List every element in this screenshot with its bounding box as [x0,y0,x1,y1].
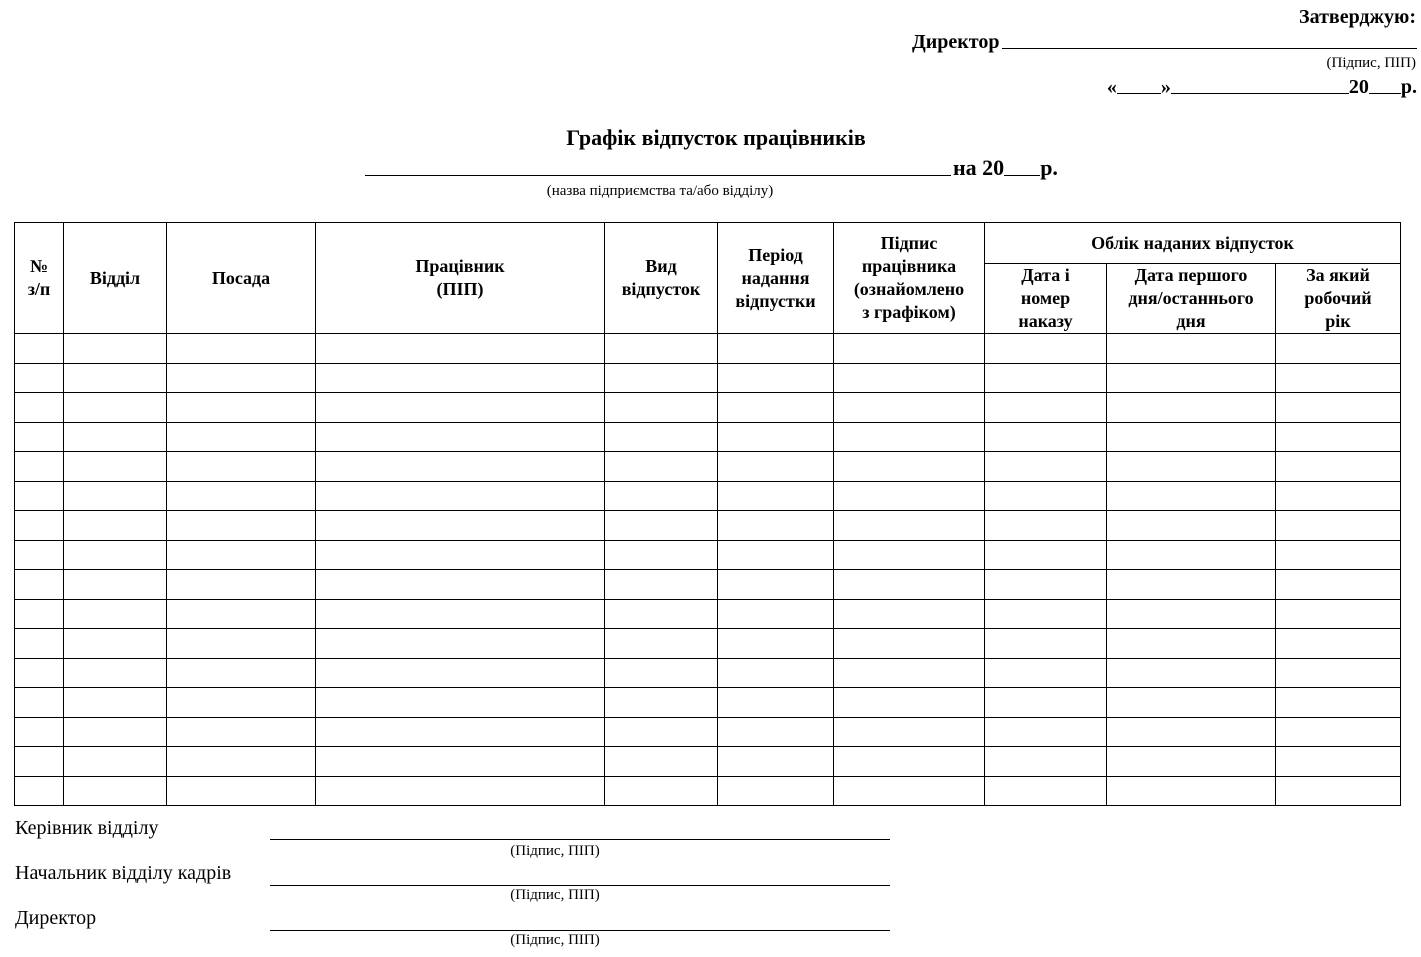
table-cell[interactable] [64,393,167,423]
table-cell[interactable] [167,717,316,747]
table-cell[interactable] [605,481,718,511]
table-cell[interactable] [834,658,985,688]
table-cell[interactable] [718,658,834,688]
signature-label-department-head: Керівник відділу [15,817,159,839]
table-cell[interactable] [15,599,64,629]
table-cell[interactable] [605,747,718,777]
vacation-schedule-table [14,222,1401,806]
table-cell[interactable] [834,511,985,541]
table-cell[interactable] [718,570,834,600]
table-cell[interactable] [15,540,64,570]
table-row [15,540,1401,570]
table-cell[interactable] [64,658,167,688]
table-cell[interactable] [1276,717,1401,747]
table-cell[interactable] [985,747,1107,777]
table-cell[interactable] [834,688,985,718]
table-cell[interactable] [64,452,167,482]
table-row [15,452,1401,482]
table-cell[interactable] [605,629,718,659]
table-row [15,747,1401,777]
table-cell[interactable] [834,540,985,570]
signature-caption-department-head: (Підпис, ПІП) [510,843,600,859]
table-cell[interactable] [1276,540,1401,570]
header-group-leave-records: Облік наданих відпусток [985,223,1401,264]
table-cell[interactable] [1276,481,1401,511]
table-cell[interactable] [167,511,316,541]
table-cell[interactable] [1276,776,1401,806]
table-cell[interactable] [718,422,834,452]
table-cell[interactable] [718,540,834,570]
header-employee: Працівник (ПІП) [316,223,605,334]
table-cell[interactable] [834,422,985,452]
table-cell[interactable] [15,511,64,541]
table-cell[interactable] [834,334,985,364]
table-cell[interactable] [1276,629,1401,659]
table-row [15,393,1401,423]
signature-caption-hr-head: (Підпис, ПІП) [510,887,600,903]
signature-caption-director: (Підпис, ПІП) [510,932,600,948]
table-cell[interactable] [64,334,167,364]
table-cell[interactable] [1107,747,1276,777]
table-cell[interactable] [834,481,985,511]
table-cell[interactable] [316,717,605,747]
table-cell[interactable] [985,334,1107,364]
table-cell[interactable] [985,688,1107,718]
table-cell[interactable] [1276,363,1401,393]
date-day-field[interactable] [1117,92,1161,94]
table-cell[interactable] [64,688,167,718]
table-cell[interactable] [167,481,316,511]
table-cell[interactable] [316,658,605,688]
table-cell[interactable] [167,334,316,364]
table-cell[interactable] [1276,393,1401,423]
organization-caption: (назва підприємства та/або відділу) [546,183,774,199]
table-cell[interactable] [167,629,316,659]
table-cell[interactable] [167,570,316,600]
date-year-prefix: 20 [1348,76,1369,98]
header-employee-signature: Підпис працівника (ознайомлено з графіком) [834,223,985,334]
table-cell[interactable] [64,717,167,747]
header-position: Посада [167,223,316,334]
table-cell[interactable] [834,776,985,806]
table-cell[interactable] [718,717,834,747]
table-cell[interactable] [15,717,64,747]
table-cell[interactable] [167,658,316,688]
table-row [15,776,1401,806]
table-cell[interactable] [985,540,1107,570]
table-cell[interactable] [605,363,718,393]
table-cell[interactable] [718,334,834,364]
table-cell[interactable] [985,393,1107,423]
table-cell[interactable] [316,393,605,423]
table-cell[interactable] [316,481,605,511]
signature-field-department-head[interactable] [270,838,890,840]
table-cell[interactable] [605,776,718,806]
table-row [15,717,1401,747]
table-cell[interactable] [1107,688,1276,718]
signature-label-director: Директор [15,907,97,929]
table-cell[interactable] [834,363,985,393]
date-month-field[interactable] [1171,92,1349,94]
table-cell[interactable] [605,393,718,423]
table-cell[interactable] [605,599,718,629]
signature-field-director[interactable] [270,929,890,931]
table-row [15,511,1401,541]
table-cell[interactable] [605,570,718,600]
header-department: Відділ [64,223,167,334]
signature-label-hr-head: Начальник відділу кадрів [15,862,232,884]
table-cell[interactable] [1276,599,1401,629]
table-cell[interactable] [605,717,718,747]
table-cell[interactable] [718,629,834,659]
table-cell[interactable] [985,599,1107,629]
table-cell[interactable] [718,481,834,511]
table-cell[interactable] [167,599,316,629]
signature-field-hr-head[interactable] [270,884,890,886]
table-cell[interactable] [985,629,1107,659]
table-cell[interactable] [605,452,718,482]
director-approval-line [912,31,1417,54]
table-cell[interactable] [167,747,316,777]
table-row [15,629,1401,659]
table-cell[interactable] [985,363,1107,393]
table-cell[interactable] [167,688,316,718]
table-cell[interactable] [1107,717,1276,747]
table-cell[interactable] [1107,393,1276,423]
table-cell[interactable] [834,629,985,659]
header-period: Період надання відпустки [718,223,834,334]
table-cell[interactable] [316,363,605,393]
table-cell[interactable] [605,334,718,364]
table-cell[interactable] [15,688,64,718]
table-cell[interactable] [1276,452,1401,482]
schedule-year-suffix: р. [1040,155,1058,180]
table-cell[interactable] [1107,658,1276,688]
table-cell[interactable] [1107,511,1276,541]
table-cell[interactable] [316,570,605,600]
table-cell[interactable] [1107,481,1276,511]
table-row [15,481,1401,511]
header-order-date-number: Дата і номер наказу [985,264,1107,334]
table-cell[interactable] [316,688,605,718]
header-first-last-day: Дата першого дня/останнього дня [1107,264,1276,334]
table-cell[interactable] [834,570,985,600]
table-cell[interactable] [985,776,1107,806]
table-cell[interactable] [316,776,605,806]
table-cell[interactable] [985,570,1107,600]
date-close-quote: » [1160,76,1171,98]
header-leave-type: Вид відпусток [605,223,718,334]
approval-date-line [1080,76,1417,99]
table-cell[interactable] [167,540,316,570]
table-cell[interactable] [718,688,834,718]
table-cell[interactable] [64,422,167,452]
table-cell[interactable] [15,747,64,777]
table-cell[interactable] [1276,688,1401,718]
director-signature-field[interactable] [1002,47,1418,49]
table-cell[interactable] [605,688,718,718]
table-cell[interactable] [718,511,834,541]
director-label: Директор [912,31,1000,53]
table-cell[interactable] [1107,629,1276,659]
table-cell[interactable] [1107,363,1276,393]
table-cell[interactable] [316,511,605,541]
table-cell[interactable] [64,629,167,659]
table-cell[interactable] [834,747,985,777]
table-cell[interactable] [64,511,167,541]
table-cell[interactable] [167,363,316,393]
organization-name-field[interactable] [365,174,951,176]
table-cell[interactable] [985,452,1107,482]
table-cell[interactable] [167,422,316,452]
table-cell[interactable] [1276,570,1401,600]
table-cell[interactable] [834,452,985,482]
table-cell[interactable] [15,363,64,393]
table-cell[interactable] [316,629,605,659]
table-cell[interactable] [1276,334,1401,364]
header-number: № з/п [15,223,64,334]
table-cell[interactable] [718,776,834,806]
table-row [15,599,1401,629]
table-cell[interactable] [985,658,1107,688]
table-row [15,688,1401,718]
table-cell[interactable] [167,452,316,482]
table-cell[interactable] [64,570,167,600]
table-cell[interactable] [15,776,64,806]
table-cell[interactable] [1276,511,1401,541]
table-cell[interactable] [15,334,64,364]
table-cell[interactable] [718,363,834,393]
table-cell[interactable] [834,393,985,423]
table-cell[interactable] [605,422,718,452]
table-cell[interactable] [316,540,605,570]
table-cell[interactable] [1107,452,1276,482]
table-cell[interactable] [167,776,316,806]
table-cell[interactable] [718,393,834,423]
table-cell[interactable] [64,481,167,511]
table-cell[interactable] [1276,658,1401,688]
table-cell[interactable] [316,334,605,364]
director-signature-caption: (Підпис, ПІП) [1326,55,1416,71]
table-cell[interactable] [15,452,64,482]
table-cell[interactable] [64,747,167,777]
table-cell[interactable] [1107,334,1276,364]
table-cell[interactable] [834,599,985,629]
table-cell[interactable] [15,629,64,659]
table-cell[interactable] [316,422,605,452]
organization-line [365,155,1070,181]
table-cell[interactable] [1276,422,1401,452]
table-cell[interactable] [15,658,64,688]
table-cell[interactable] [15,393,64,423]
page-title: Графік відпусток працівників [566,125,866,150]
table-cell[interactable] [316,452,605,482]
table-cell[interactable] [64,599,167,629]
table-cell[interactable] [64,776,167,806]
date-year-field[interactable] [1369,92,1401,94]
table-cell[interactable] [605,511,718,541]
table-cell[interactable] [1276,747,1401,777]
table-cell[interactable] [15,481,64,511]
table-cell[interactable] [1107,599,1276,629]
approval-heading: Затверджую: [1299,6,1416,28]
table-cell[interactable] [718,747,834,777]
schedule-year-prefix: на 20 [953,155,1005,180]
table-row [15,570,1401,600]
table-cell[interactable] [15,422,64,452]
table-cell[interactable] [1107,422,1276,452]
table-cell[interactable] [316,599,605,629]
table-cell[interactable] [605,658,718,688]
table-cell[interactable] [167,393,316,423]
table-row [15,422,1401,452]
table-cell[interactable] [985,481,1107,511]
table-cell[interactable] [834,717,985,747]
table-row [15,363,1401,393]
table-cell[interactable] [64,540,167,570]
table-cell[interactable] [718,599,834,629]
table-cell[interactable] [1107,540,1276,570]
date-year-suffix: р. [1400,76,1417,98]
schedule-year-field[interactable] [1004,174,1040,176]
table-row [15,658,1401,688]
header-work-year: За який робочий рік [1276,264,1401,334]
table-cell[interactable] [985,422,1107,452]
table-cell[interactable] [15,570,64,600]
table-cell[interactable] [316,747,605,777]
table-cell[interactable] [1107,570,1276,600]
table-cell[interactable] [605,540,718,570]
table-cell[interactable] [718,452,834,482]
table-cell[interactable] [1107,776,1276,806]
table-cell[interactable] [985,717,1107,747]
table-cell[interactable] [64,363,167,393]
table-cell[interactable] [985,511,1107,541]
table-row [15,334,1401,364]
date-open-quote: « [1106,76,1117,98]
